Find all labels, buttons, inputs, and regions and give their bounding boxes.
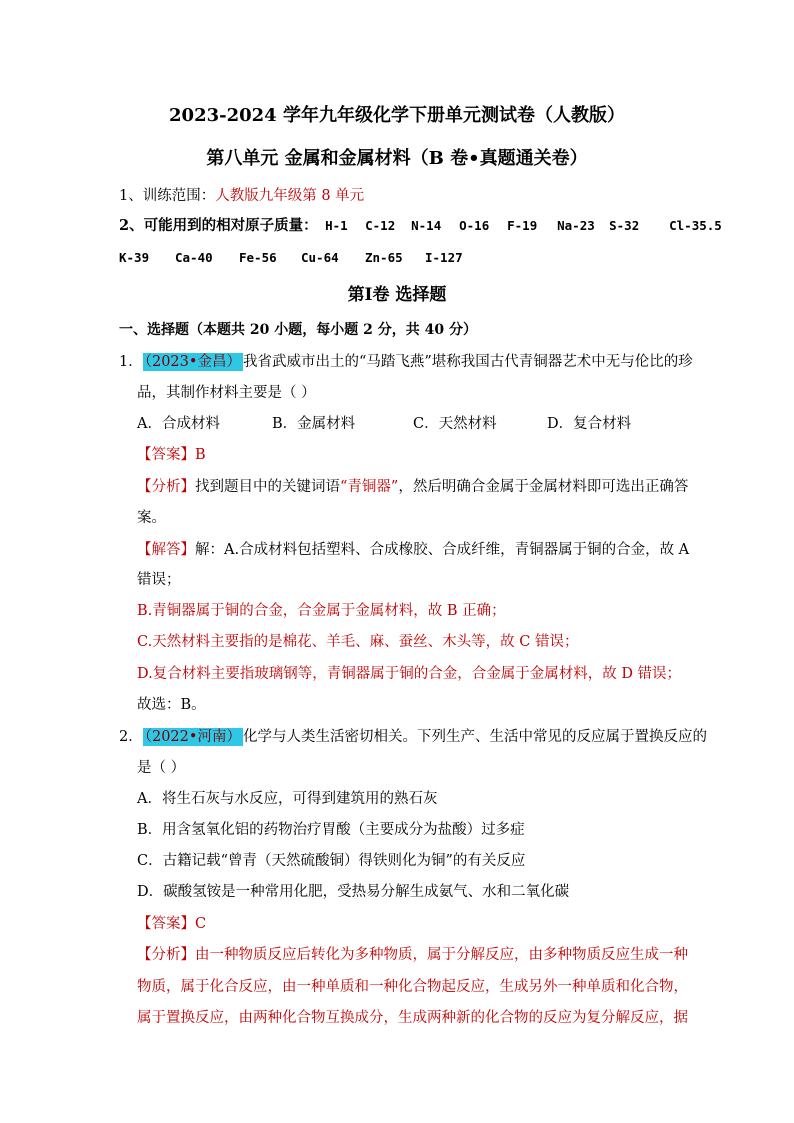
question-2-analysis-line-1 xyxy=(137,945,688,965)
mass-item: Na-23 xyxy=(557,218,595,233)
option-a: A．将生石灰与水反应，可得到建筑用的熟石灰 xyxy=(137,791,438,807)
option-b: B．金属材料 xyxy=(272,416,356,432)
mass-item: O-16 xyxy=(459,218,490,233)
analysis-text: ，然后明确合金属于金属材料即可选出正确答 xyxy=(398,479,689,495)
option-c: C．天然材料 xyxy=(413,416,497,432)
analysis-text: 找到题目中的关键词语 xyxy=(195,479,340,495)
section-heading: 一、选择题（本题共 20 小题，每小题 2 分，共 40 分） xyxy=(119,322,477,338)
question-1-analysis-line-2: 案。 xyxy=(137,510,166,526)
mass-item: Cl-35.5 xyxy=(669,218,722,233)
training-range-value: 人教版九年级第 8 单元 xyxy=(215,188,365,204)
question-number: 1． xyxy=(119,354,143,370)
mass-item: S-32 xyxy=(609,218,640,233)
analysis-label: 【分析】 xyxy=(137,479,195,495)
question-1-solution-line-4: C.天然材料主要指的是棉花、羊毛、麻、蚕丝、木头等，故 C 错误； xyxy=(137,634,579,650)
question-1-stem-line-1 xyxy=(119,352,693,372)
solution-label: 【解答】 xyxy=(137,542,195,558)
atomic-mass-line-1 xyxy=(119,216,722,236)
question-1-stem-line-2: 品，其制作材料主要是（ ） xyxy=(137,385,316,401)
answer-label: 【答案】 xyxy=(137,447,195,463)
source-tag: （2022•河南） xyxy=(144,729,241,745)
answer-value: B xyxy=(195,447,206,463)
question-1-answer xyxy=(137,445,206,465)
mass-item: I-127 xyxy=(425,250,463,265)
solution-text: 解：A.合成材料包括塑料、合成橡胶、合成纤维，青铜器属于铜的合金，故 A xyxy=(195,542,690,558)
mass-item: Cu-64 xyxy=(301,250,339,265)
question-number: 2． xyxy=(119,729,143,745)
analysis-text: 由一种物质反应后转化为多种物质，属于分解反应，由多种物质反应生成一种 xyxy=(195,947,688,963)
answer-label: 【答案】 xyxy=(137,916,195,932)
mass-item: Zn-65 xyxy=(365,250,403,265)
question-stem: 我省武威市出土的“马踏飞燕”堪称我国古代青铜器艺术中无与伦比的珍 xyxy=(242,354,693,370)
mass-item: K-39 xyxy=(119,250,150,265)
mass-item: F-19 xyxy=(507,218,538,233)
atomic-mass-line-2 xyxy=(119,248,463,268)
training-range-label: 1、训练范围： xyxy=(119,188,216,204)
question-1-solution-line-6: 故选：B。 xyxy=(137,697,206,713)
option-b: B．用含氢氧化铝的药物治疗胃酸（主要成分为盐酸）过多症 xyxy=(137,822,525,838)
question-2-analysis-line-2: 物质，属于化合反应，由一种单质和一种化合物起反应，生成另外一种单质和化合物， xyxy=(137,979,688,995)
analysis-keyword: “青铜器” xyxy=(340,479,399,495)
answer-value: C xyxy=(195,916,207,932)
question-1-solution-line-1 xyxy=(137,540,689,560)
source-tag: （2023•金昌） xyxy=(144,354,241,370)
question-2-stem-line-1 xyxy=(119,727,707,747)
option-d: D．复合材料 xyxy=(547,416,632,432)
question-2-stem-line-2: 是（ ） xyxy=(137,760,186,776)
question-1-solution-line-3: B.青铜器属于铜的合金，合金属于金属材料，故 B 正确； xyxy=(137,603,506,619)
mass-item: C-12 xyxy=(365,218,396,233)
mass-item: Ca-40 xyxy=(175,250,213,265)
question-1-solution-line-5: D.复合材料主要指玻璃钢等，青铜器属于铜的合金，合金属于金属材料，故 D 错误； xyxy=(137,666,682,682)
atomic-mass-label: 2、可能用到的相对原子质量： xyxy=(119,217,318,234)
mass-item: N-14 xyxy=(411,218,442,233)
question-2-answer xyxy=(137,914,206,934)
option-c: C．古籍记载“曾青（天然硫酸铜）得铁则化为铜”的有关反应 xyxy=(137,853,526,869)
question-1-solution-line-2: 错误； xyxy=(137,572,181,588)
atomic-mass-values-1 xyxy=(318,218,722,233)
training-range xyxy=(119,186,364,206)
option-d: D．碳酸氢铵是一种常用化肥，受热易分解生成氨气、水和二氧化碳 xyxy=(137,884,570,900)
question-1-analysis-line-1 xyxy=(137,477,688,497)
analysis-label: 【分析】 xyxy=(137,947,195,963)
question-1-options xyxy=(137,414,631,434)
option-a: A．合成材料 xyxy=(137,416,220,432)
mass-item: H-1 xyxy=(325,218,348,233)
page-title: 2023-2024 学年九年级化学下册单元测试卷（人教版） xyxy=(169,105,625,126)
question-stem: 化学与人类生活密切相关。下列生产、生活中常见的反应属于置换反应的 xyxy=(242,729,707,745)
section-title: 第Ⅰ卷 选择题 xyxy=(347,285,447,305)
mass-item: Fe-56 xyxy=(239,250,277,265)
page-subtitle: 第八单元 金属和金属材料（B 卷•真题通关卷） xyxy=(206,148,588,169)
question-2-analysis-line-3: 属于置换反应，由两种化合物互换成分，生成两种新的化合物的反应为复分解反应，据 xyxy=(137,1010,688,1026)
